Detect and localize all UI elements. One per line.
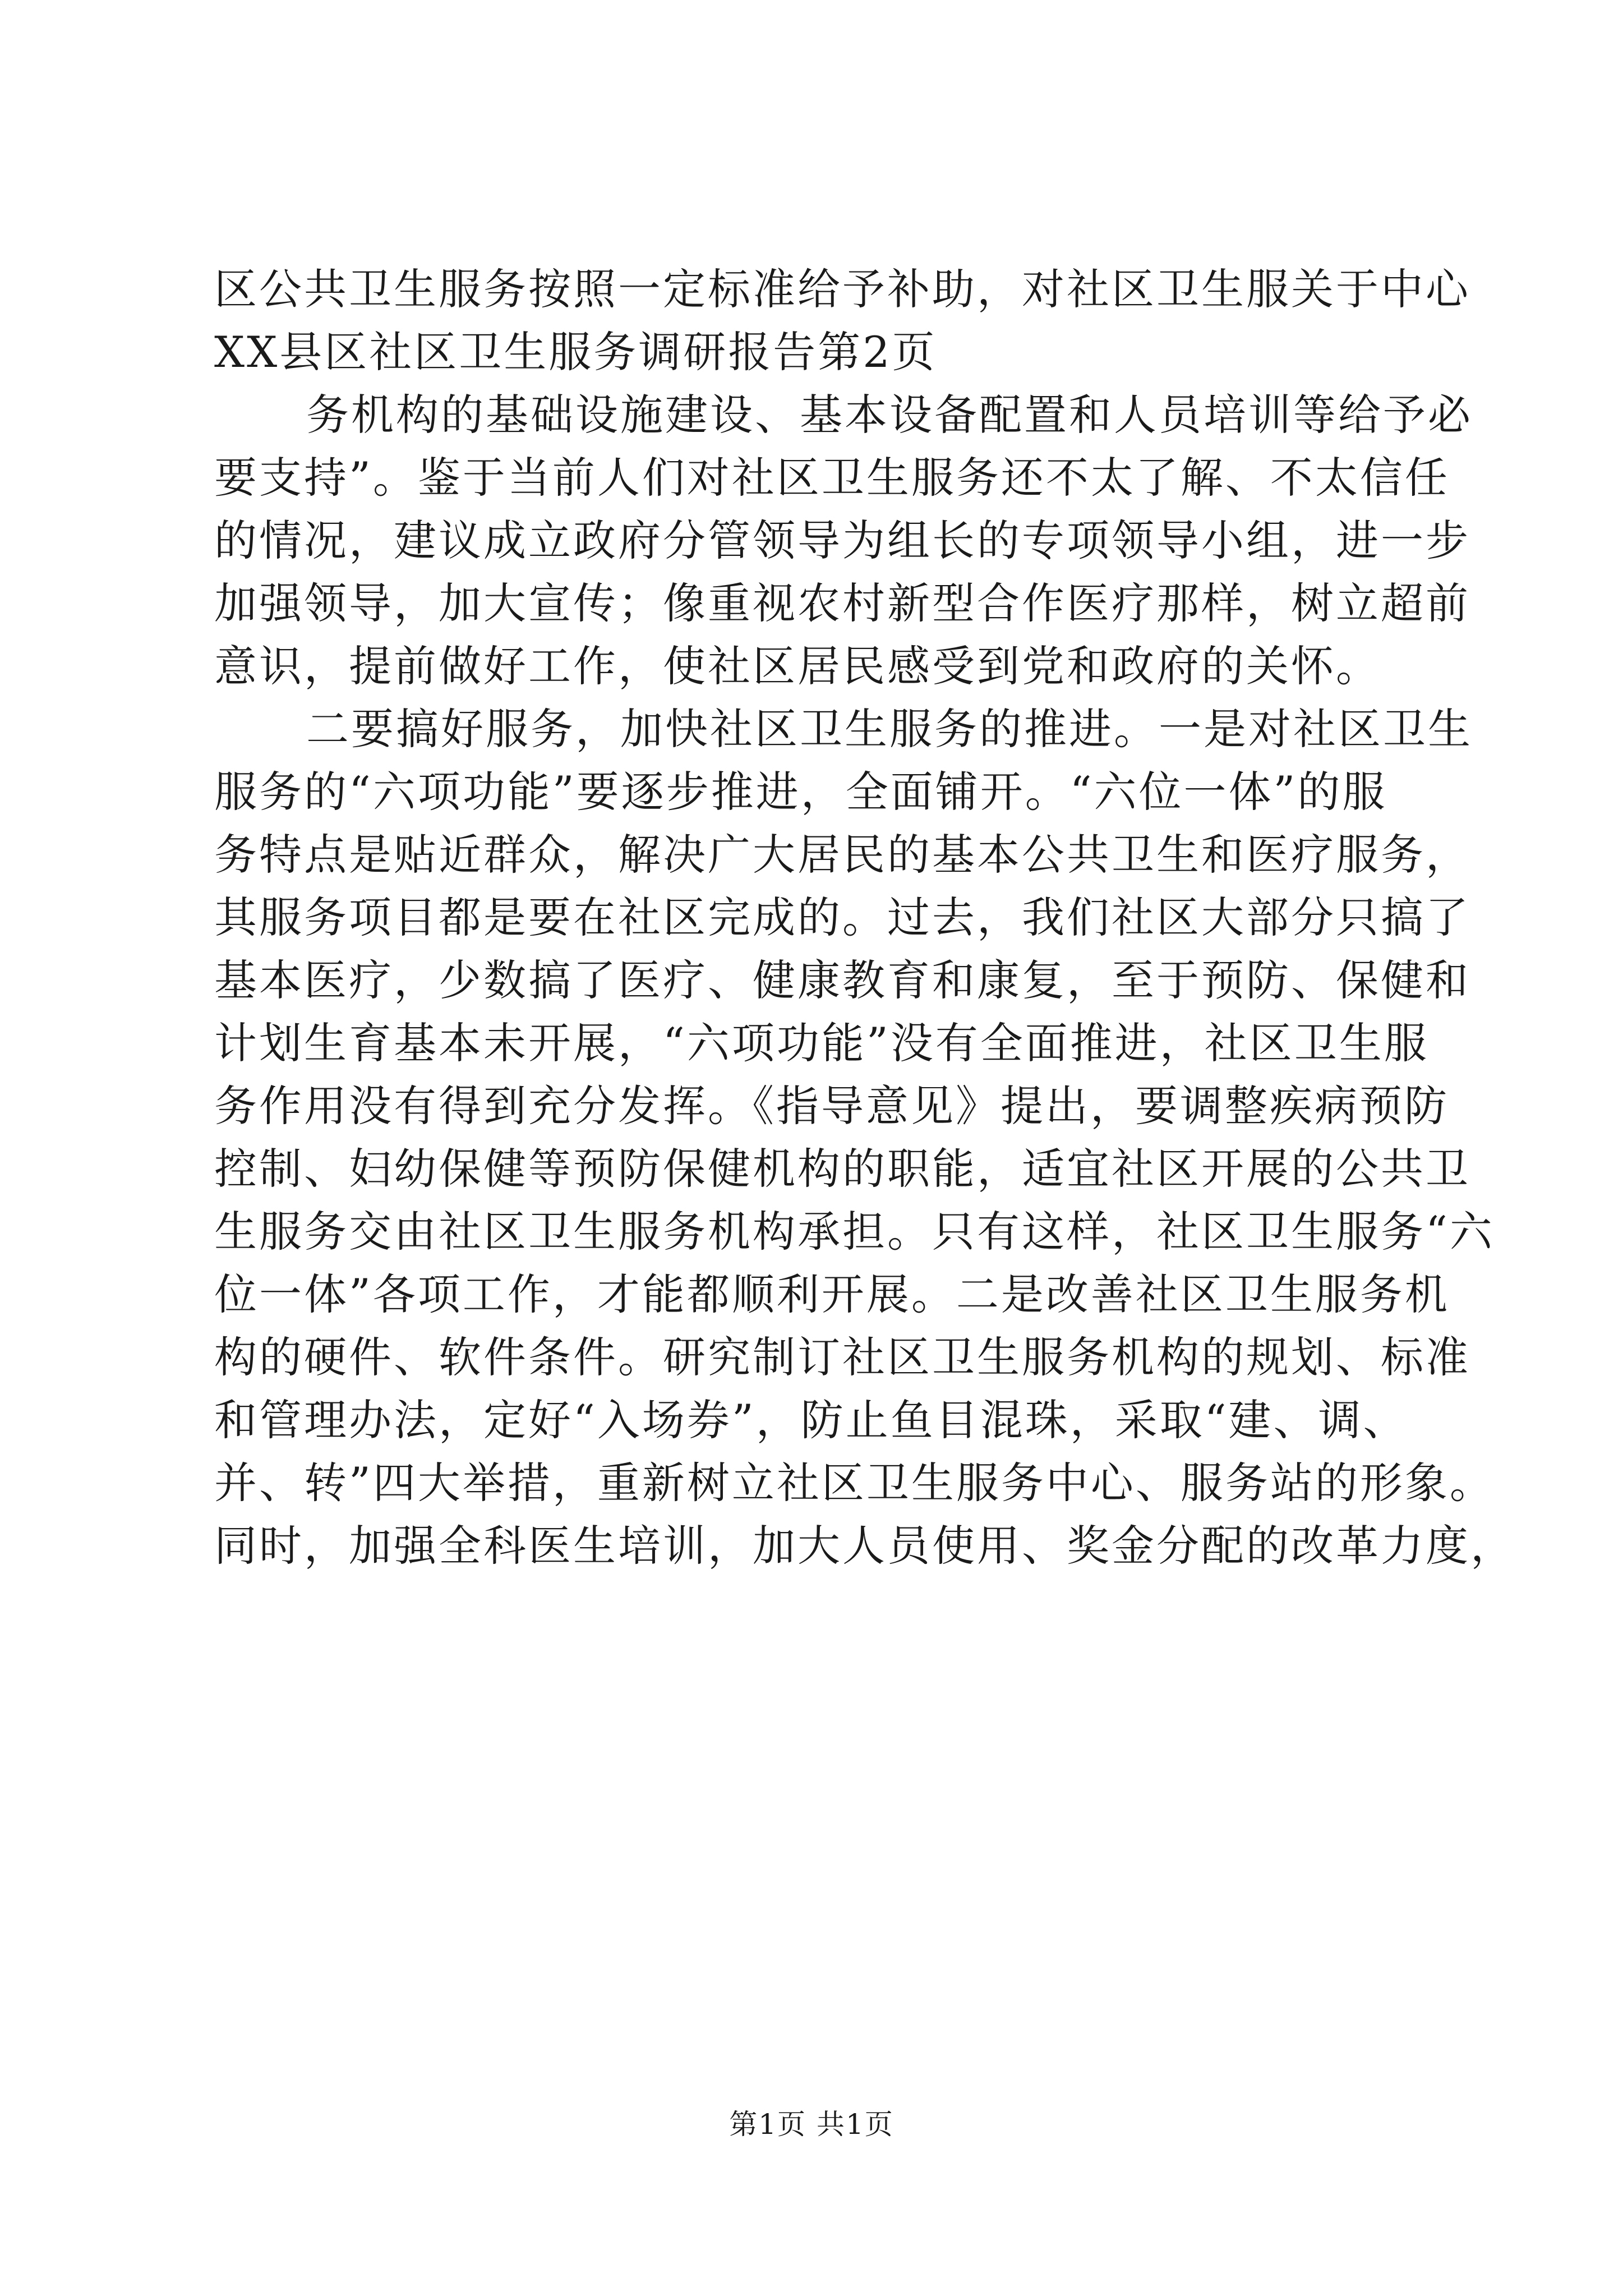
text-line: 要支持”。鉴于当前人们对社区卫生服务还不太了解、不太信任: [214, 453, 1450, 503]
paragraph-1: [214, 384, 1473, 698]
text-line: 基本医疗，少数搞了医疗、健康教育和康复，至于预防、保健和: [214, 955, 1470, 1005]
text-line: 务特点是贴近群众，解决广大居民的基本公共卫生和医疗服务，: [214, 830, 1470, 880]
page-title-line: XX县区社区卫生服务调研报告第2页: [214, 327, 937, 377]
text-line: 加强领导，加大宣传；像重视农村新型合作医疗那样，树立超前: [214, 578, 1470, 628]
text-line: 计划生育基本未开展，“六项功能”没有全面推进，社区卫生服: [214, 1018, 1429, 1068]
text-line: 区公共卫生服务按照一定标准给予补助，对社区卫生服关于中心: [214, 264, 1470, 314]
text-line: 其服务项目都是要在社区完成的。过去，我们社区大部分只搞了: [214, 892, 1470, 942]
paragraph-2: [214, 698, 1515, 1577]
text-line: 位一体”各项工作，才能都顺利开展。二是改善社区卫生服务机: [214, 1269, 1450, 1319]
text-line: 控制、妇幼保健等预防保健机构的职能，适宜社区开展的公共卫: [214, 1144, 1470, 1194]
document-body: [214, 258, 1515, 1577]
text-line: 和管理办法，定好“入场券”，防止鱼目混珠，采取“建、调、: [214, 1395, 1408, 1445]
text-line: 服务的“六项功能”要逐步推进，全面铺开。“六位一体”的服: [214, 767, 1387, 817]
text-line: 并、转”四大举措，重新树立社区卫生服务中心、服务站的形象。: [214, 1458, 1495, 1508]
text-line: 意识，提前做好工作，使社区居民感受到党和政府的关怀。: [214, 641, 1381, 691]
page-number-footer: 第1页 共1页: [729, 2108, 894, 2141]
text-line: 生服务交由社区卫生服务机构承担。只有这样，社区卫生服务“六: [214, 1207, 1495, 1257]
header-block: [214, 258, 1470, 384]
text-line: 构的硬件、软件条件。研究制订社区卫生服务机构的规划、标准: [214, 1332, 1470, 1382]
text-line: 的情况，建议成立政府分管领导为组长的专项领导小组，进一步: [214, 516, 1470, 565]
text-line: 务作用没有得到充分发挥。《指导意见》提出，要调整疾病预防: [214, 1081, 1449, 1131]
text-line: 同时，加强全科医生培训，加大人员使用、奖金分配的改革力度，: [214, 1521, 1515, 1571]
text-line: 二要搞好服务，加快社区卫生服务的推进。一是对社区卫生: [306, 704, 1473, 754]
text-line: 务机构的基础设施建设、基本设备配置和人员培训等给予必: [306, 390, 1473, 440]
